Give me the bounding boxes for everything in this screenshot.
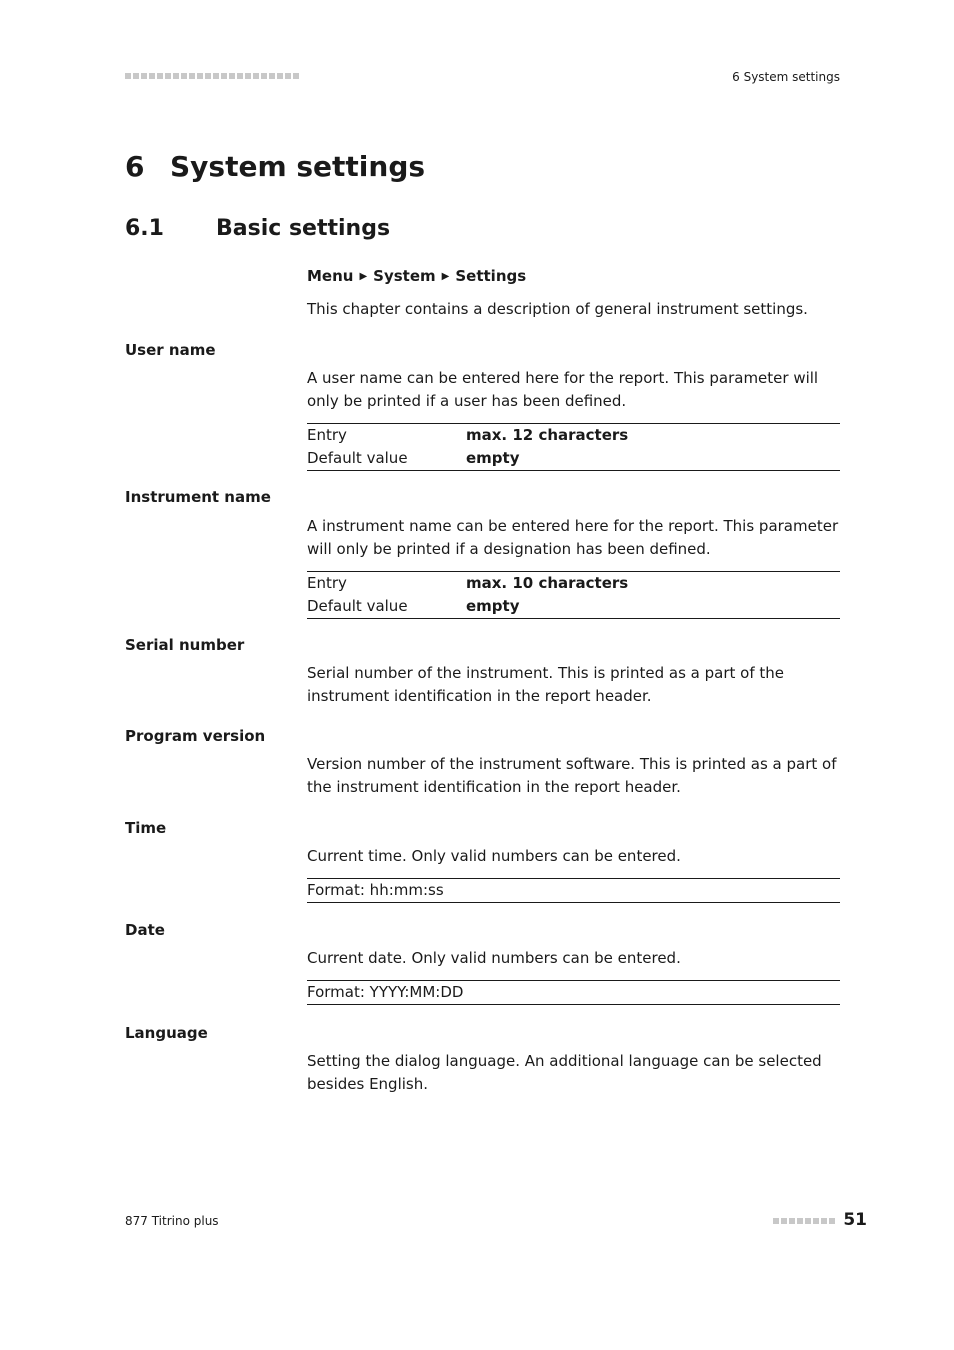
default-key: Default value bbox=[307, 597, 408, 615]
program-version-description: Version number of the instrument software. This is printed as a part of the instrument identification in the report header. bbox=[307, 755, 837, 796]
menu-path bbox=[307, 267, 526, 285]
table-row bbox=[307, 447, 840, 470]
time-format: Format: hh:mm:ss bbox=[307, 881, 444, 899]
instrument-name-parameter-table bbox=[307, 571, 840, 619]
table-row bbox=[307, 595, 840, 618]
date-format: Format: YYYY:MM:DD bbox=[307, 983, 464, 1001]
menu-path-item: Menu bbox=[307, 267, 354, 285]
serial-number-label: Serial number bbox=[125, 636, 245, 654]
default-key: Default value bbox=[307, 449, 408, 467]
entry-value: max. 12 characters bbox=[466, 426, 629, 444]
section-title bbox=[125, 216, 390, 241]
header-decoration bbox=[125, 73, 299, 79]
language-label: Language bbox=[125, 1024, 208, 1042]
user-name-label: User name bbox=[125, 341, 216, 359]
date-description: Current date. Only valid numbers can be entered. bbox=[307, 949, 681, 967]
page-number: 51 bbox=[843, 1210, 867, 1230]
section-number: 6.1 bbox=[125, 216, 164, 241]
language-description: Setting the dialog language. An additional language can be selected besides English. bbox=[307, 1052, 822, 1093]
default-value: empty bbox=[466, 597, 520, 615]
user-name-parameter-table bbox=[307, 423, 840, 471]
entry-key: Entry bbox=[307, 574, 347, 592]
user-name-description: A user name can be entered here for the report. This parameter will only be printed if a user has been defined. bbox=[307, 369, 819, 410]
chapter-number: 6 bbox=[125, 150, 145, 183]
footer-product: 877 Titrino plus bbox=[125, 1214, 219, 1228]
chapter-title-text: System settings bbox=[170, 150, 426, 183]
time-label: Time bbox=[125, 819, 167, 837]
menu-path-item: Settings bbox=[455, 267, 527, 285]
table-row bbox=[307, 572, 840, 595]
date-format-table bbox=[307, 980, 840, 1005]
serial-number-description: Serial number of the instrument. This is printed as a part of the instrument identification in the report header. bbox=[307, 664, 784, 705]
default-value: empty bbox=[466, 449, 520, 467]
chapter-title bbox=[125, 150, 425, 183]
instrument-name-description: A instrument name can be entered here for the report. This parameter will only be printed if a designation has been defined. bbox=[307, 517, 839, 558]
date-label: Date bbox=[125, 921, 165, 939]
table-row bbox=[307, 424, 840, 447]
running-header: 6 System settings bbox=[732, 70, 840, 84]
section-title-text: Basic settings bbox=[216, 216, 391, 241]
entry-key: Entry bbox=[307, 426, 347, 444]
intro-text: This chapter contains a description of general instrument settings. bbox=[307, 300, 808, 318]
time-description: Current time. Only valid numbers can be entered. bbox=[307, 847, 681, 865]
triangle-right-icon: ▶ bbox=[441, 271, 450, 282]
program-version-label: Program version bbox=[125, 727, 266, 745]
instrument-name-label: Instrument name bbox=[125, 488, 271, 506]
menu-path-item: System bbox=[373, 267, 436, 285]
triangle-right-icon: ▶ bbox=[359, 271, 368, 282]
time-format-table bbox=[307, 878, 840, 903]
entry-value: max. 10 characters bbox=[466, 574, 629, 592]
